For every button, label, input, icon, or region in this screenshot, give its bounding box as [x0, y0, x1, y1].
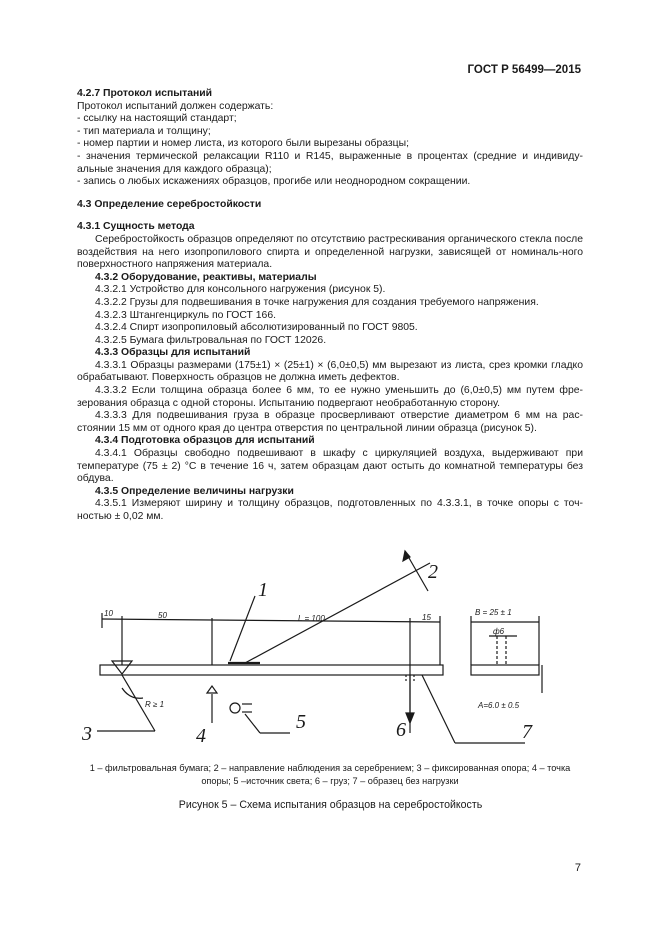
equipment-item: 4.3.2.3 Штангенциркуль по ГОСТ 166. [95, 309, 276, 321]
section-4-3-2-title: 4.3.2 Оборудование, реактивы, материалы [95, 271, 317, 283]
figure-legend [50, 762, 610, 788]
leader-1 [230, 596, 255, 661]
protocol-item: - значения термической релаксации R110 и R145, выраженные в процентах (средние и индивиду-альные значения для каждого образца); [77, 150, 583, 175]
dim-10: 10 [104, 609, 113, 618]
callout-7: 7 [522, 721, 532, 743]
dim-L: L = 100 [298, 614, 325, 623]
specimen-item: 4.3.3.3 Для подвешивания груза в образце просверливают отверстие диаметром 6 мм на рас-стоянии 15 мм от одного края до центра отверстия по центральной линии образца (рисунок 5). [77, 410, 583, 434]
pivot-support [207, 686, 217, 693]
equipment-item: 4.3.2.4 Спирт изопропиловый абсолютизированный по ГОСТ 9805. [95, 322, 418, 334]
page-number: 7 [574, 862, 581, 874]
equipment-item: 4.3.2.5 Бумага фильтровальная по ГОСТ 12026. [95, 334, 327, 346]
body-text [77, 88, 583, 524]
specimen [100, 665, 443, 675]
equipment-item: 4.3.2.2 Грузы для подвешивания в точке нагружения для создания требуемого напряжения. [95, 296, 539, 308]
section-4-3-1-title: 4.3.1 Сущность метода [77, 221, 195, 233]
leader-7 [422, 675, 455, 743]
section-4-3-title: 4.3 Определение серебростойкости [77, 198, 262, 210]
callout-1: 1 [258, 579, 268, 601]
arrow-head [403, 551, 410, 561]
section-4-2-7-intro: Протокол испытаний должен содержать: [77, 100, 274, 112]
dim-50: 50 [158, 611, 167, 620]
light-source [230, 703, 240, 713]
dim-R: R ≥ 1 [145, 700, 165, 709]
section-4-3-4-title: 4.3.4 Подготовка образцов для испытаний [95, 435, 315, 447]
legend-line: опоры; 5 –источник света; 6 – груз; 7 – образец без нагрузки [201, 776, 459, 786]
standard-header: ГОСТ Р 56499—2015 [467, 64, 581, 76]
specimen-item: 4.3.3.2 Если толщина образца более 6 мм, то ее нужно уменьшить до (6,0±0,5) мм путем фре-зерования образца с одной стороны. Испытанию подвергают необработанную сторону. [77, 385, 583, 409]
dim-B: B = 25 ± 1 [475, 608, 512, 617]
specimen-item: 4.3.3.1 Образцы размерами (175±1) × (25±1) × (6,0±0,5) мм вырезают из листа, срез кромки гладко обрабатывают. Поверхность образцов не должна иметь дефектов. [77, 359, 583, 384]
load-arrow [406, 713, 414, 723]
callout-3: 3 [82, 723, 92, 745]
protocol-item: - номер партии и номер листа, из которого были вырезаны образцы; [77, 138, 409, 150]
protocol-item: - тип материала и толщину; [77, 125, 211, 137]
dim-phi: ф6 [493, 627, 505, 636]
section-4-3-1-text: Серебростойкость образцов определяют по отсутствию растрескивания органического стекла после воздействия на него изопропилового спирта и определенной нагрузки, зависящей от номиналь-ного поверхностного напряжения материала. [77, 233, 583, 271]
dim-A: A=6.0 ± 0.5 [478, 701, 520, 710]
callout-5: 5 [296, 711, 306, 733]
section-4-3-5-text: 4.3.5.1 Измеряют ширину и толщину образцов, подготовленных по 4.3.3.1, в точке опоры с точ-ностью ± 0,02 мм. [77, 498, 583, 522]
equipment-item: 4.3.2.1 Устройство для консольного нагружения (рисунок 5). [95, 284, 386, 296]
dim-15: 15 [422, 613, 431, 622]
section-4-3-4-text: 4.3.4.1 Образцы свободно подвешивают в шкафу с циркуляцией воздуха, выдерживают при температуре (75 ± 2) °С в течение 16 ч, затем образцам дают остыть до комнатной температуры без обдува. [77, 448, 583, 485]
specimen-section [471, 665, 539, 675]
section-4-3-5-title: 4.3.5 Определение величины нагрузки [95, 485, 294, 497]
legend-line: 1 – фильтровальная бумага; 2 – направление наблюдения за серебрением; 3 – фиксированная опора; 4 – точка [89, 763, 571, 773]
figure-title: Рисунок 5 – Схема испытания образцов на серебростойкость [178, 799, 483, 811]
callout-6: 6 [396, 719, 406, 741]
callout-2: 2 [428, 561, 438, 583]
figure-5-diagram [70, 548, 600, 748]
dimension-line [102, 619, 440, 622]
section-4-3-3-title: 4.3.3 Образцы для испытаний [95, 347, 251, 359]
section-4-2-7-title: 4.2.7 Протокол испытаний [77, 88, 213, 99]
protocol-item: - запись о любых искажениях образцов, прогибе или неоднородном сокращении. [77, 176, 471, 188]
observation-line [245, 563, 430, 663]
protocol-item: - ссылку на настоящий стандарт; [77, 113, 237, 125]
callout-4: 4 [196, 725, 206, 747]
leader-5 [245, 714, 260, 733]
